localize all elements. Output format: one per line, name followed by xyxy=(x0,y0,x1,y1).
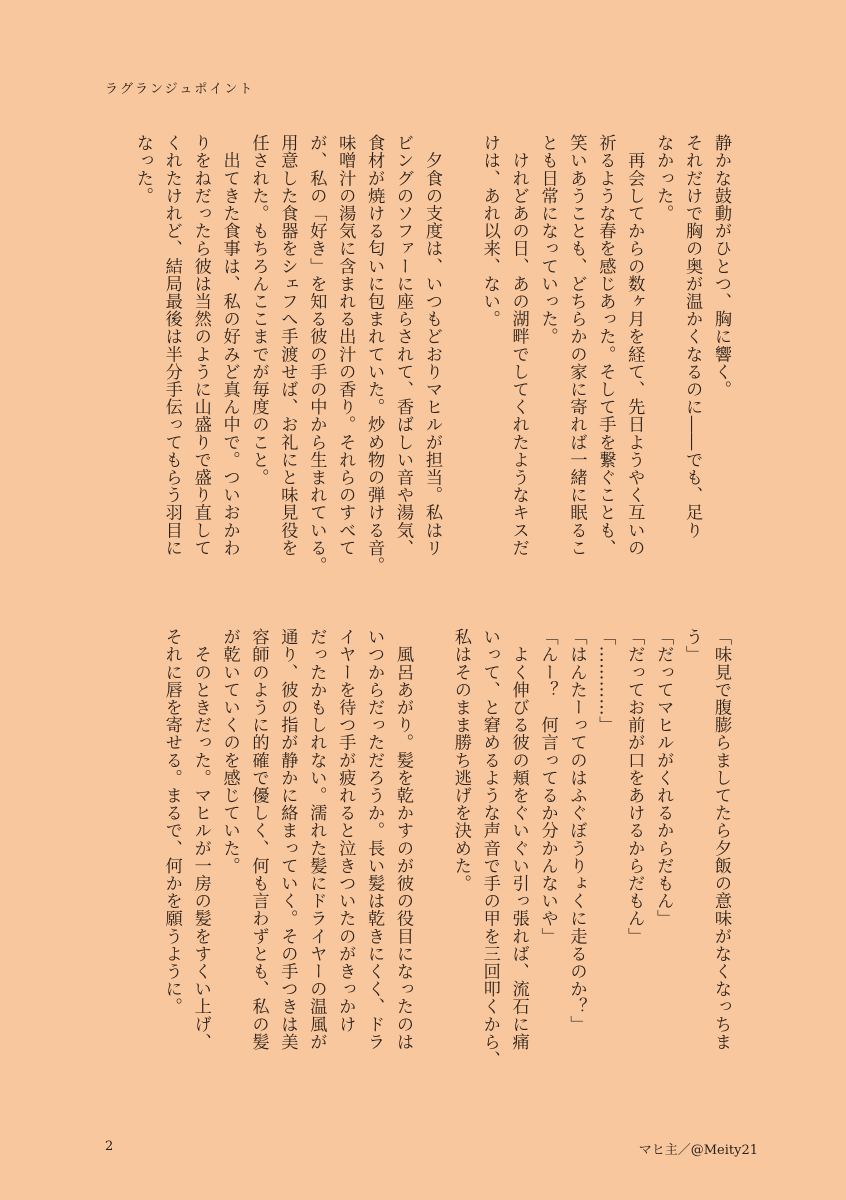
text-line: 祈るような春を感じあった。そして手を繋ぐことも、 xyxy=(595,134,616,557)
text-line: けれどあの日、あの湖畔でしてくれたようなキスだ xyxy=(508,134,529,557)
text-line: くれたけれど、結局最後は半分手伝ってもらう羽目に xyxy=(161,134,182,557)
text-line: いって、と窘めるような声音で手の甲を三回叩くから、 xyxy=(479,628,500,1068)
text-line: りをねだったら彼は当然のように山盛りで盛り直して xyxy=(190,134,211,557)
text-line: とも日常になっていった。 xyxy=(537,134,558,346)
text-line: 通り、彼の指が静かに絡まっていく。その手つきは美 xyxy=(277,628,298,1051)
text-line: 私はそのまま勝ち逃げを決めた。 xyxy=(450,628,471,892)
text-line: 夕食の支度は、いつもどおりマヒルが担当。私はリ xyxy=(421,134,442,557)
page-number: 2 xyxy=(105,1139,114,1154)
blank-line xyxy=(417,628,446,1088)
text-line: が、私の「好き」を知る彼の手の中から生まれている。 xyxy=(306,134,327,574)
text-line: う」 xyxy=(682,628,703,664)
text-line: だったかもしれない。濡れた髪にドライヤーの温風が xyxy=(306,628,327,1051)
text-line: いつからだっただろうか。長い髪は乾きにくく、ドラ xyxy=(364,628,385,1051)
text-line: 「んー？ 何言ってるか分かんないや」 xyxy=(537,628,558,945)
text-line: よく伸びる彼の頬をぐいぐい引っ張れば、流石に痛 xyxy=(508,628,529,1051)
text-line: 「だってマヒルがくれるからだもん」 xyxy=(653,628,674,928)
blank-line xyxy=(446,134,475,589)
text-line: 出てきた食事は、私の好みど真ん中で。ついおかわ xyxy=(219,134,240,557)
text-line: 容師のように的確で優しく、何も言わずとも、私の髪 xyxy=(248,628,269,1051)
running-title: ラグランジュポイント xyxy=(105,82,255,97)
text-line: イヤーを待つ手が疲れると泣きついたのがきっかけ xyxy=(335,628,356,1033)
lower-text-block xyxy=(65,628,735,1088)
upper-text-block xyxy=(65,134,735,589)
text-line: 用意した食器をシェフへ手渡せば、お礼にと味見役を xyxy=(277,134,298,557)
text-line: 味噌汁の湯気に含まれる出汁の香り。それらのすべて xyxy=(335,134,356,557)
text-line: それだけで胸の奥が温かくなるのに――でも、足り xyxy=(682,134,703,539)
text-line: 食材が焼ける匂いに包まれていた。炒め物の弾ける音。 xyxy=(364,134,385,574)
text-line: 任された。もちろんここまでが毎度のこと。 xyxy=(248,134,269,486)
text-line: そのときだった。マヒルが一房の髪をすくい上げ、 xyxy=(190,628,211,1051)
header xyxy=(105,78,255,108)
text-line: それに唇を寄せる。まるで、何かを願うように。 xyxy=(161,628,182,1016)
text-line: 「はんたーってのはふぐぼうりょくに走るのか？」 xyxy=(566,628,587,1033)
text-line: なかった。 xyxy=(653,134,674,222)
text-line: ビングのソファーに座らされて、香ばしい音や湯気、 xyxy=(393,134,414,557)
text-line: 「…………」 xyxy=(595,628,616,734)
text-line: けは、あれ以来、ない。 xyxy=(479,134,500,328)
text-line: 「だってお前が口をあけるからだもん」 xyxy=(624,628,645,945)
text-line: 風呂あがり。髪を乾かすのが彼の役目になったのは xyxy=(393,628,414,1051)
author-credit: マヒ主／@Meity21 xyxy=(638,1143,758,1158)
text-line: 「味見で腹膨らましてたら夕飯の意味がなくなっちま xyxy=(711,628,731,1051)
text-line: 笑いあうことも、どちらかの家に寄れば一緒に眠るこ xyxy=(566,134,587,557)
text-line: 静かな鼓動がひとつ、胸に響く。 xyxy=(711,134,731,398)
text-line: 再会してからの数ヶ月を経て、先日ようやく互いの xyxy=(624,134,645,557)
text-line: なった。 xyxy=(132,134,153,205)
text-line: が乾いていくのを感じていた。 xyxy=(219,628,240,875)
